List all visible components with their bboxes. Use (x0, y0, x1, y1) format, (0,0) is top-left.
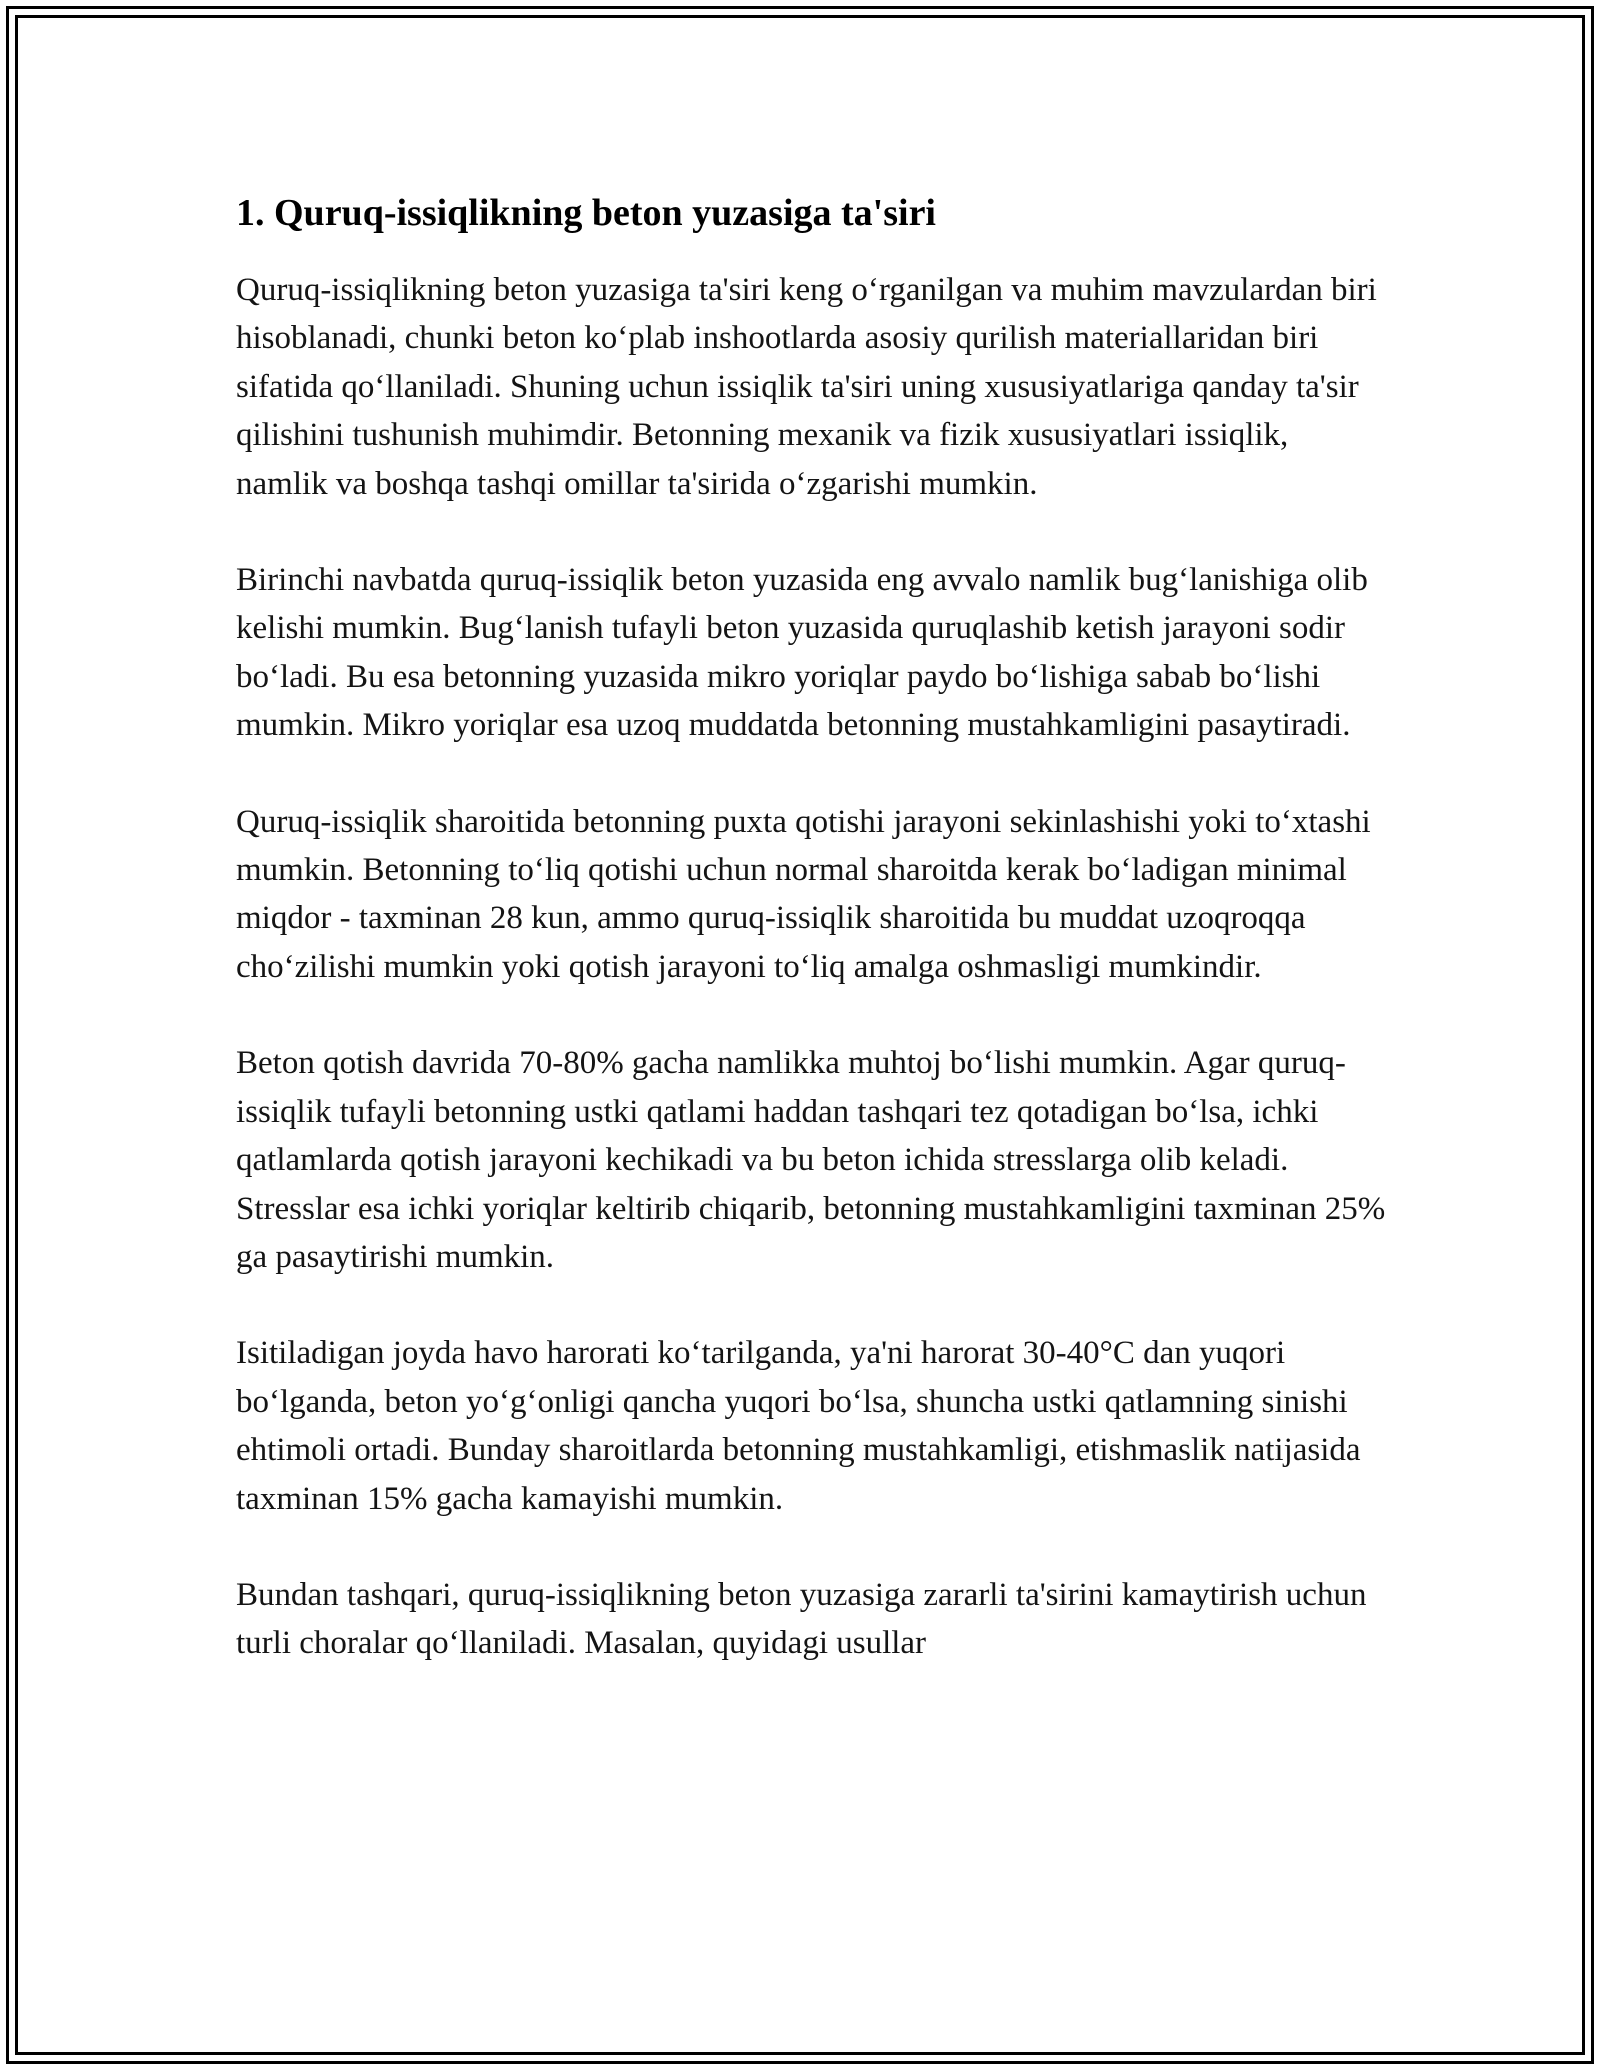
document-body (236, 186, 1386, 1668)
paragraph-2: Birinchi navbatda quruq-issiqlik beton yuzasida eng avvalo namlik bugʻlanishiga olib kelishi mumkin. Bugʻlanish tufayli beton yuzasida quruqlashib ketish jarayoni sodir boʻladi. Bu esa betonning yuzasida mikro yoriqlar paydo boʻlishiga sabab boʻlishi mumkin. Mikro yoriqlar esa uzoq muddatda betonning mustahkamligini pasaytiradi. (236, 562, 1368, 744)
paragraph-4: Beton qotish davrida 70-80% gacha namlikka muhtoj boʻlishi mumkin. Agar quruq-issiqlik tufayli betonning ustki qatlami haddan tashqari tez qotadigan boʻlsa, ichki qatlamlarda qotish jarayoni kechikadi va bu beton ichida stresslarga olib keladi. Stresslar esa ichki yoriqlar keltirib chiqarib, betonning mustahkamligini taxminan 25% ga pasaytirishi mumkin. (236, 1045, 1386, 1275)
paragraph-1: Quruq-issiqlikning beton yuzasiga ta'siri keng oʻrganilgan va muhim mavzulardan biri hisoblanadi, chunki beton koʻplab inshootlarda asosiy qurilish materiallaridan biri sifatida qoʻllaniladi. Shuning uchun issiqlik ta'siri uning xususiyatlariga qanday ta'sir qilishini tushunish muhimdir. Betonning mexanik va fizik xususiyatlari issiqlik, namlik va boshqa tashqi omillar ta'sirida oʻzgarishi mumkin. (236, 272, 1377, 502)
paragraph-3: Quruq-issiqlik sharoitida betonning puxta qotishi jarayoni sekinlashishi yoki toʻxtashi mumkin. Betonning toʻliq qotishi uchun normal sharoitda kerak boʻladigan minimal miqdor - taxminan 28 kun, ammo quruq-issiqlik sharoitida bu muddat uzoqroqqa choʻzilishi mumkin yoki qotish jarayoni toʻliq amalga oshmasligi mumkindir. (236, 803, 1371, 985)
paragraph-6: Bundan tashqari, quruq-issiqlikning beton yuzasiga zararli ta'sirini kamaytirish uchun turli choralar qoʻllaniladi. Masalan, quyidagi usullar (236, 1576, 1367, 1662)
paragraph-5: Isitiladigan joyda havo harorati koʻtarilganda, ya'ni harorat 30-40°C dan yuqori boʻlganda, beton yoʻgʻonligi qancha yuqori boʻlsa, shuncha ustki qatlamning sinishi ehtimoli ortadi. Bunday sharoitlarda betonning mustahkamligi, etishmaslik natijasida taxminan 15% gacha kamayishi mumkin. (236, 1335, 1361, 1517)
section-heading: 1. Quruq-issiqlikning beton yuzasiga ta'siri (236, 192, 936, 234)
